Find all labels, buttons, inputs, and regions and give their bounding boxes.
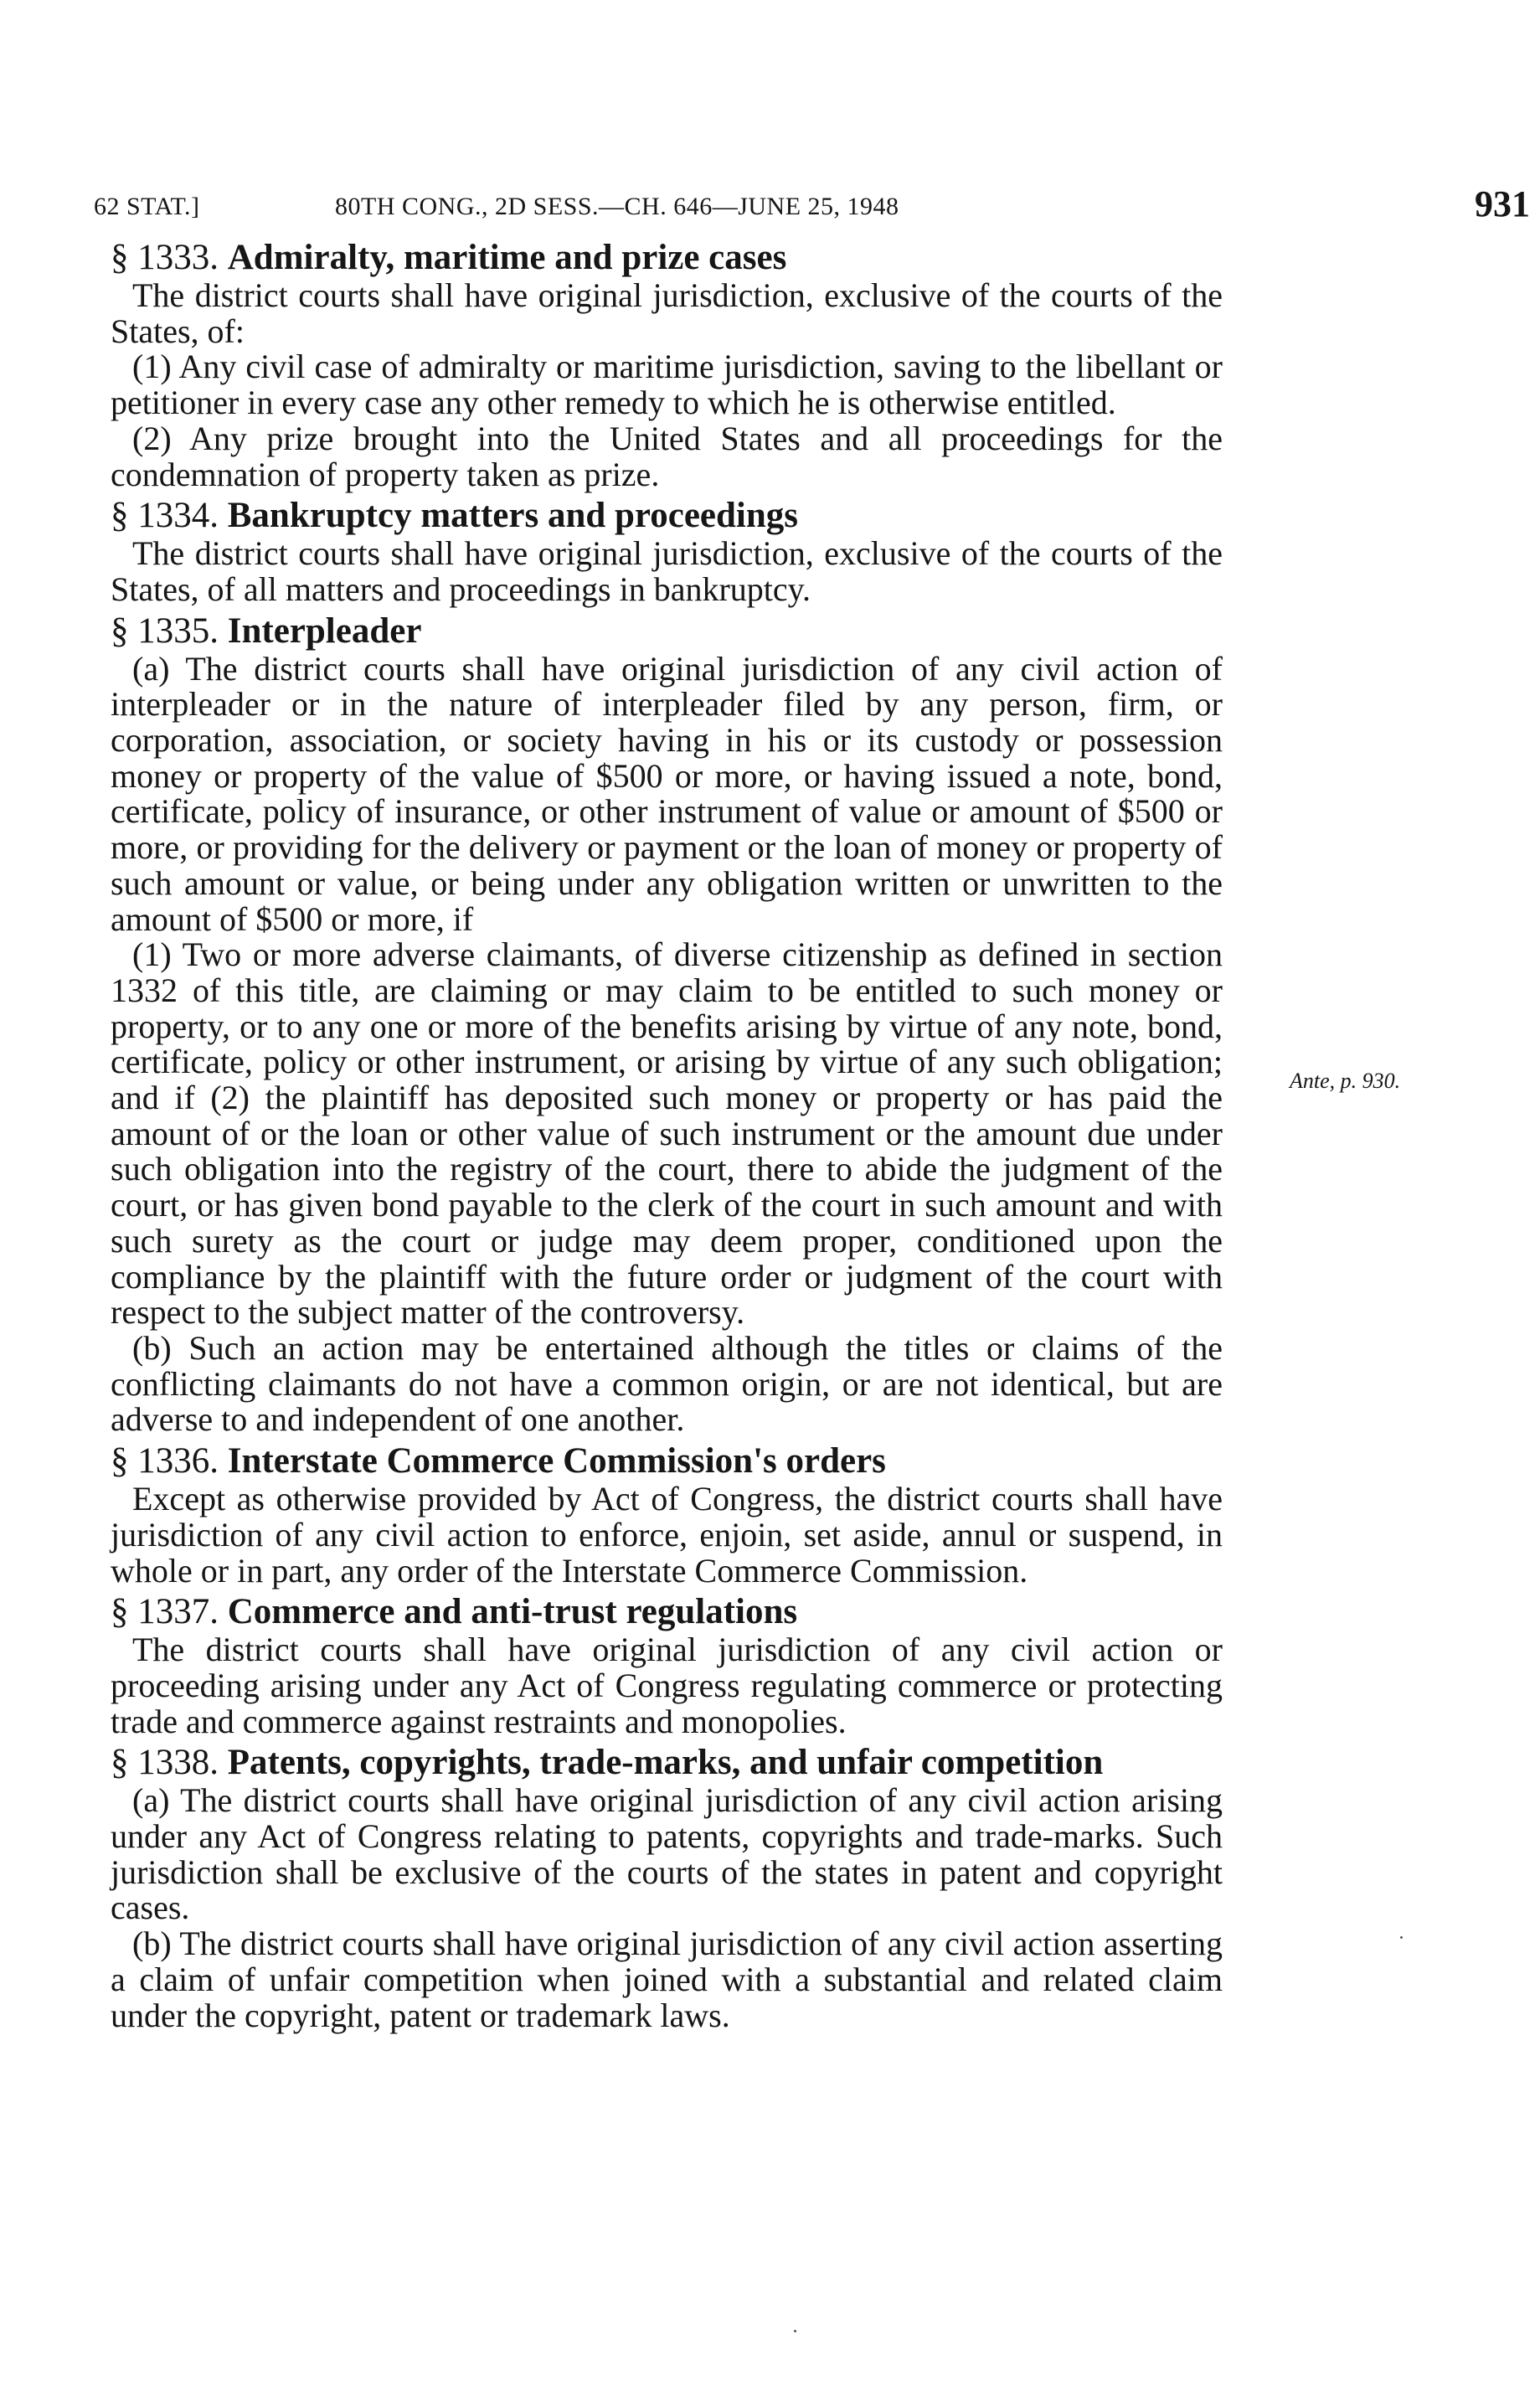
section-paragraph: Except as otherwise provided by Act of Congress, the district courts shall have jurisdiction of any civil action to enforce, enjoin, set aside, annul or suspend, in whole or in part, any order of the Interstate Commerce Commission.	[111, 1480, 1223, 1590]
section-heading	[111, 1592, 1223, 1632]
section-heading	[111, 1743, 1223, 1783]
section-title: Commerce and anti-trust regulations	[227, 1592, 798, 1632]
section-number: § 1336.	[111, 1441, 219, 1481]
section-number: § 1335.	[111, 611, 219, 651]
margin-note: Ante, p. 930.	[1290, 1069, 1401, 1093]
scan-speck	[1400, 1936, 1403, 1939]
section-heading	[111, 1441, 1223, 1481]
section-1334	[111, 496, 1223, 607]
section-number: § 1337.	[111, 1592, 219, 1632]
section-paragraph: (a) The district courts shall have original jurisdiction of any civil action arising under any Act of Congress relating to patents, copyrights and trade-marks. Such jurisdiction shall be exclusive of the courts of the states in patent and copyright cases.	[111, 1781, 1223, 1927]
section-paragraph: (b) Such an action may be entertained although the titles or claims of the conflicting claimants do not have a common origin, or are not identical, but are adverse to and independent of one another.	[111, 1328, 1223, 1439]
statute-text	[111, 238, 1223, 2033]
scan-speck	[794, 2330, 796, 2332]
page-header	[94, 183, 1530, 233]
page-number: 931	[1475, 183, 1530, 224]
section-paragraph: (a) The district courts shall have original jurisdiction of any civil action of interpleader or in the nature of interpleader filed by any person, firm, or corporation, association, or society having in his or its custody or possession money or property of the value of $500 or more, or having issued a note, bond, certificate, policy of insurance, or other instrument of value or amount of $500 or more, or providing for the delivery or payment or the loan of money or property of such amount or value, or being under any obligation written or unwritten to the amount of $500 or more, if	[111, 649, 1223, 938]
section-title: Interpleader	[227, 611, 422, 651]
section-paragraph: The district courts shall have original jurisdiction, exclusive of the courts of the States, of:	[111, 276, 1223, 350]
section-paragraph: (1) Two or more adverse claimants, of diverse citizenship as defined in section 1332 of this title, are claiming or may claim to be entitled to such money or property, or to any one or more of the benefits arising by virtue of any note, bond, certificate, policy or other instrument, or arising by virtue of any such obligation; and if (2) the plaintiff has deposited such money or property or has paid the amount of or the loan or other value of such instrument or the amount due under such obligation into the registry of the court, there to abide the judgment of the court, or has given bond payable to the clerk of the court in such amount and with such surety as the court or judge may deem proper, conditioned upon the compliance by the plaintiff with the future order or judgment of the court with respect to the subject matter of the controversy.	[111, 935, 1223, 1332]
section-1336	[111, 1441, 1223, 1589]
section-1333	[111, 238, 1223, 492]
section-paragraph: (2) Any prize brought into the United States and all proceedings for the condemnation of property taken as prize.	[111, 419, 1223, 493]
section-1337	[111, 1592, 1223, 1739]
section-title: Patents, copyrights, trade-marks, and unfair competition	[227, 1743, 1104, 1783]
section-heading	[111, 496, 1223, 536]
section-title: Interstate Commerce Commission's orders	[227, 1441, 886, 1481]
section-heading	[111, 611, 1223, 652]
section-paragraph: The district courts shall have original jurisdiction, exclusive of the courts of the States, of all matters and proceedings in bankruptcy.	[111, 534, 1223, 608]
section-number: § 1333.	[111, 238, 219, 277]
session-chapter-date: 80TH CONG., 2D SESS.—CH. 646—JUNE 25, 1948	[335, 193, 899, 220]
section-paragraph: (b) The district courts shall have original jurisdiction of any civil action asserting a claim of unfair competition when joined with a substantial and related claim under the copyright, patent or trademark laws.	[111, 1925, 1223, 2034]
section-1338	[111, 1743, 1223, 2033]
section-paragraph: The district courts shall have original jurisdiction of any civil action or proceeding arising under any Act of Congress regulating commerce or protecting trade and commerce against restraints and monopolies.	[111, 1631, 1223, 1740]
statute-volume: 62 STAT.]	[94, 193, 200, 220]
section-1335	[111, 611, 1223, 1438]
section-title: Admiralty, maritime and prize cases	[227, 238, 787, 277]
section-paragraph: (1) Any civil case of admiralty or maritime jurisdiction, saving to the libellant or petitioner in every case any other remedy to which he is otherwise entitled.	[111, 348, 1223, 422]
section-number: § 1338.	[111, 1743, 219, 1783]
section-number: § 1334.	[111, 496, 219, 536]
section-title: Bankruptcy matters and proceedings	[227, 496, 799, 536]
section-heading	[111, 238, 1223, 278]
